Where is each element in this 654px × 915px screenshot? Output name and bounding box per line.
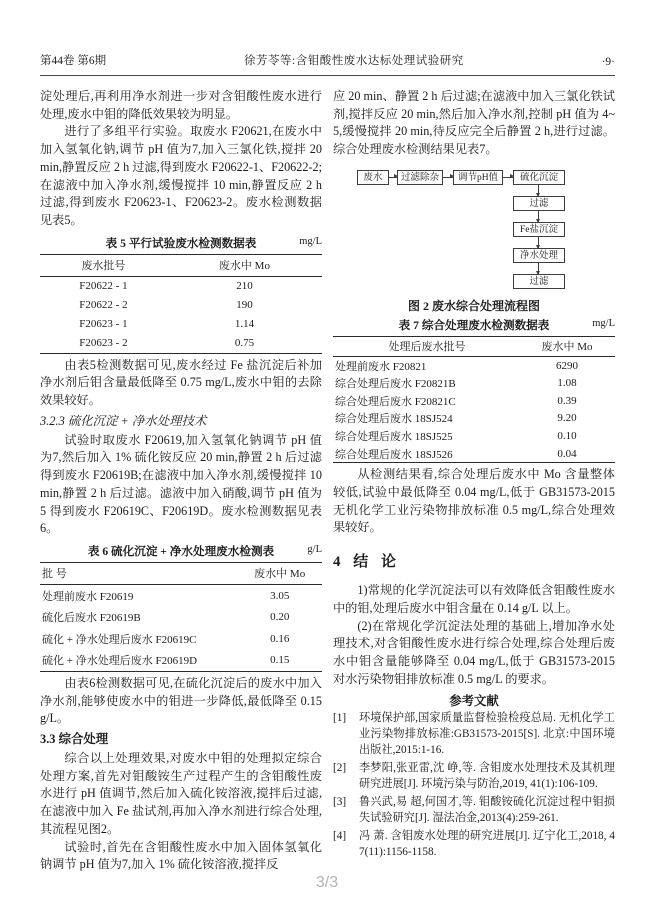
col-header: 废水批号 bbox=[81, 260, 126, 273]
ref-number: [3] bbox=[333, 795, 347, 808]
cell-value: 0.04 bbox=[557, 447, 577, 460]
cell-value: 6290 bbox=[556, 359, 579, 372]
down-arrow-icon bbox=[538, 263, 539, 274]
figure2-caption: 图 2 废水综合处理流程图 bbox=[407, 298, 540, 313]
cell-value: 3.05 bbox=[270, 589, 290, 602]
reference-item bbox=[333, 829, 615, 861]
paragraph: 由表6检测数据可见,在硫化沉淀后的废水中加入净水剂,能够使废水中的钼进一步降低,最低降至 0.15 g/L。 bbox=[40, 675, 322, 726]
cell-batch: F20622 - 2 bbox=[79, 299, 128, 312]
table-6 bbox=[40, 562, 322, 672]
cell-value: 0.10 bbox=[557, 429, 577, 442]
table-row bbox=[40, 315, 322, 334]
cell-batch: F20623 - 2 bbox=[79, 337, 128, 350]
cell-value: 0.15 bbox=[270, 654, 290, 667]
col-header: 处理后废水批号 bbox=[388, 341, 466, 354]
ref-number: [2] bbox=[333, 762, 347, 775]
references-list bbox=[333, 711, 615, 860]
ref-text: 李梦阳,张亚雷,沈 峥,等. 含钼废水处理技术及其机理研究进展[J]. 环境污染与防治,2019, 41(1):106-109. bbox=[359, 762, 615, 791]
cell-batch: F20622 - 1 bbox=[79, 280, 128, 293]
cell-value: 210 bbox=[236, 280, 253, 293]
table-row bbox=[40, 628, 322, 650]
table-row bbox=[40, 277, 322, 296]
table7-unit: mg/L bbox=[592, 317, 615, 329]
page-header bbox=[40, 52, 615, 76]
ref-text: 冯 萧. 含钼废水处理的研究进展[J]. 辽宁化工,2018, 47(11):1156-1158. bbox=[359, 829, 615, 858]
flow-node-ph-adjust: 调节pH值 bbox=[453, 170, 503, 185]
cell-batch: 综合处理后废水 F20821C bbox=[335, 395, 456, 408]
reference-item bbox=[333, 761, 615, 793]
left-column bbox=[40, 88, 322, 874]
down-arrow-icon bbox=[538, 211, 539, 222]
table5-caption bbox=[40, 235, 322, 251]
table-row bbox=[40, 606, 322, 628]
right-arrow-icon bbox=[389, 177, 397, 178]
content-columns bbox=[40, 88, 615, 874]
table5-unit: mg/L bbox=[299, 235, 322, 247]
col-header: 废水中 Mo bbox=[254, 568, 306, 581]
paragraph: 进行了多组平行实验。取废水 F20621,在废水中加入氢氧化钠,调节 pH 值为7,加入三氯化铁,搅拌 20 min,静置反应 2 h 过滤,得到废水 F20622-1、F20622-2;在滤液中加入净水剂,缓慢搅拌 10 min,静置反应 2 h 过滤,得到废水 F20623-1、F20623-2。废水检测数据见表5。 bbox=[40, 124, 322, 227]
cell-batch: 硫化后废水 F20619B bbox=[42, 612, 141, 625]
paragraph: 淀处理后,再利用净水剂进一步对含钼酸性废水进行处理,废水中钼的降低效果较为明显。 bbox=[40, 89, 322, 121]
flow-node-filter1: 过滤 bbox=[513, 196, 565, 211]
cell-value: 1.08 bbox=[557, 377, 577, 390]
cell-value: 0.20 bbox=[270, 611, 290, 624]
section-heading-conclusion: 4 结 论 bbox=[333, 554, 397, 571]
cell-batch: 硫化 + 净水处理后废水 F20619D bbox=[42, 655, 198, 668]
cell-value: 1.14 bbox=[234, 318, 255, 331]
flow-node-sulfide-precip: 硫化沉淀 bbox=[513, 170, 565, 185]
ref-number: [4] bbox=[333, 829, 347, 842]
paragraph: 从检测结果看,综合处理后废水中 Mo 含量整体较低,试验中最低降至 0.04 mg/L,低于 GB31573-2015 无机化学工业污染物排放标准 0.5 mg/L,综合处理效果较好。 bbox=[333, 467, 615, 535]
table-header-row bbox=[40, 563, 322, 585]
cell-batch: 综合处理后废水 18SJ524 bbox=[335, 413, 453, 426]
paragraph: 1)常规的化学沉淀法可以有效降低含钼酸性废水中的钼,处理后废水中钼含量在 0.14 g/L 以上。 bbox=[333, 583, 615, 615]
table6-caption bbox=[40, 543, 322, 559]
table5-title: 表 5 平行试验废水检测数据表 bbox=[105, 236, 257, 250]
cell-value: 190 bbox=[236, 299, 253, 312]
table6-title: 表 6 硫化沉淀 + 净水处理废水检测表 bbox=[87, 544, 275, 558]
subsection-heading-323: 3.2.3 硫化沉淀 + 净水处理技术 bbox=[40, 413, 207, 428]
flow-node-fe-precip: Fe盐沉淀 bbox=[513, 222, 565, 237]
table-row bbox=[333, 392, 615, 410]
down-arrow-icon bbox=[538, 185, 539, 196]
col-header: 批 号 bbox=[42, 568, 67, 581]
cell-value: 0.16 bbox=[270, 632, 290, 645]
subsection-heading-33: 3.3 综合处理 bbox=[40, 732, 109, 747]
viewer-page-indicator: 3/3 bbox=[315, 874, 339, 891]
table-row bbox=[333, 374, 615, 392]
right-column bbox=[333, 88, 615, 874]
cell-batch: 综合处理后废水 F20821B bbox=[335, 378, 456, 391]
table-header-row bbox=[40, 255, 322, 277]
paragraph: 试验时,首先在含钼酸性废水中加入固体氢氧化钠调节 pH 值为7,加入 1% 硫化铵溶液,搅拌反 bbox=[40, 839, 322, 872]
references-heading: 参考文献 bbox=[449, 694, 499, 709]
cell-batch: 处理前废水 F20619 bbox=[42, 590, 134, 603]
table7-caption bbox=[333, 317, 615, 333]
cell-batch: 综合处理后废水 18SJ526 bbox=[335, 448, 453, 461]
cell-batch: 硫化 + 净水处理后废水 F20619C bbox=[42, 633, 197, 646]
ref-text: 环境保护部,国家质量监督检验检疫总局. 无机化学工业污染物排放标准:GB31573-2015[S]. 北京:中国环境出版社,2015:1-16. bbox=[359, 712, 615, 757]
col-header: 废水中 Mo bbox=[541, 341, 593, 354]
paragraph: 应 20 min、静置 2 h 后过滤;在滤液中加入三氯化铁试剂,搅拌反应 20 min,然后加入净水剂,控制 pH 值为 4~5,缓慢搅拌 20 min,待反应完全后静置 2 h,进行过滤。综合处理废水检测结果见表7。 bbox=[333, 89, 615, 157]
paragraph: 综合以上处理效果,对废水中钼的处理拟定综合处理方案,首先对钼酸铵生产过程产生的含钼酸性废水进行 pH 值调节,然后加入硫化铵溶液,搅拌后过滤,在滤液中加入 Fe 盐试剂,再加入净水剂进行综合处理,其流程见图2。 bbox=[40, 751, 322, 836]
cell-batch: 综合处理后废水 18SJ525 bbox=[335, 430, 453, 443]
right-arrow-icon bbox=[443, 177, 453, 178]
table6-unit: g/L bbox=[307, 543, 322, 555]
paragraph: 试验时取废水 F20619,加入氢氧化钠调节 pH 值为7,然后加入 1% 硫化铵反应 20 min,静置 2 h 后过滤得到废水 F20619B;在滤液中加入净水剂,缓慢搅拌 10 min,静置 2 h 后过滤。滤液中加入硝酸,调节 pH 值为 5 得到废水 F20619C、F20619D。废水检测数据见表6。 bbox=[40, 432, 322, 536]
col-header: 废水中 Mo bbox=[218, 260, 270, 273]
flow-node-wastewater: 废水 bbox=[357, 170, 389, 185]
running-title: 徐芳苓等:含钼酸性废水达标处理试验研究 bbox=[244, 55, 464, 67]
cell-batch: 处理前废水 F20821 bbox=[335, 360, 427, 373]
paragraph: 由表5检测数据可见,废水经过 Fe 盐沉淀后补加净水剂后钼含量最低降至 0.75 mg/L,废水中钼的去除效果较好。 bbox=[40, 357, 322, 408]
reference-item bbox=[333, 711, 615, 759]
cell-value: 0.75 bbox=[234, 337, 255, 350]
table-row bbox=[333, 357, 615, 375]
table-row bbox=[333, 427, 615, 445]
table-row bbox=[40, 296, 322, 315]
table-row bbox=[40, 649, 322, 671]
cell-value: 0.39 bbox=[557, 394, 577, 407]
table-row bbox=[333, 445, 615, 463]
cell-value: 9.20 bbox=[557, 412, 577, 425]
table-row bbox=[40, 334, 322, 353]
page-number: ·9· bbox=[601, 56, 615, 68]
right-arrow-icon bbox=[503, 177, 513, 178]
volume-issue: 第44卷 第6期 bbox=[40, 55, 107, 67]
flow-node-filter2: 过滤 bbox=[513, 274, 565, 289]
reference-item bbox=[333, 795, 615, 827]
table-row bbox=[333, 410, 615, 428]
ref-number: [1] bbox=[333, 712, 347, 725]
paragraph: (2)在常规化学沉淀法处理的基础上,增加净水处理技术,对含钼酸性废水进行综合处理,综合处理后废水中钼含量能够降至 0.04 mg/L,低于 GB31573-2015 对水污染物钼排放标准 0.5 mg/L 的要求。 bbox=[333, 618, 615, 686]
ref-text: 鲁兴武,易 超,何国才,等. 钼酸铵硫化沉淀过程中钼损失试验研究[J]. 湿法冶金,2013(4):259-261. bbox=[359, 795, 615, 824]
table-5 bbox=[40, 254, 322, 354]
table-7 bbox=[333, 336, 615, 464]
table7-title: 表 7 综合处理废水检测数据表 bbox=[398, 318, 550, 332]
flow-node-filter-impurity: 过滤除杂 bbox=[397, 170, 443, 185]
figure2-flowchart bbox=[333, 168, 615, 290]
cell-batch: F20623 - 1 bbox=[79, 318, 128, 331]
table-header-row bbox=[333, 337, 615, 357]
flow-node-purify: 净水处理 bbox=[513, 248, 565, 263]
down-arrow-icon bbox=[538, 237, 539, 248]
table-row bbox=[40, 585, 322, 607]
